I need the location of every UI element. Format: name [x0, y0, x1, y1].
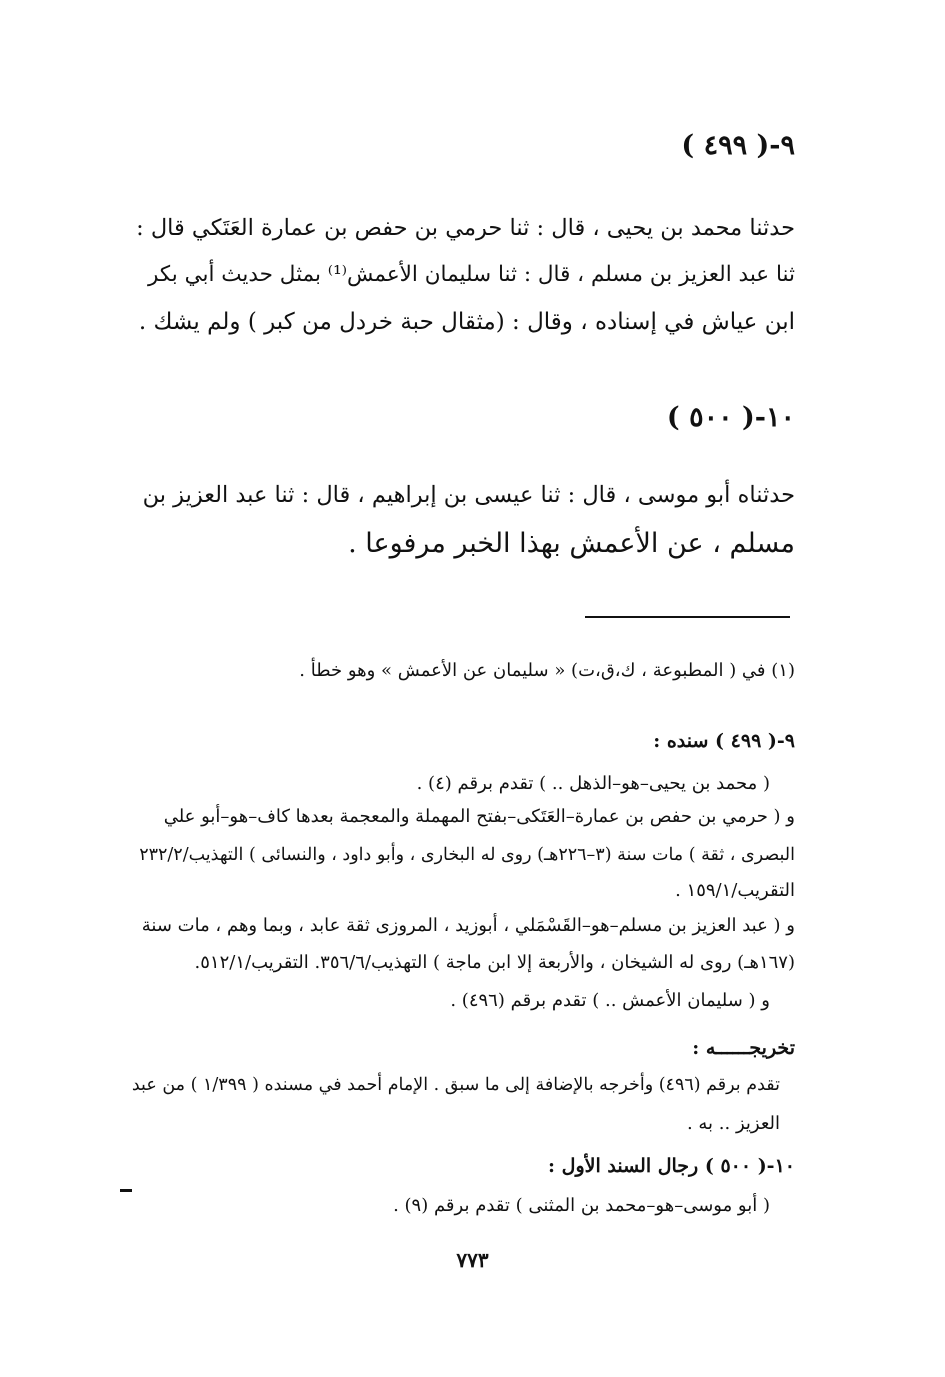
footnote-divider — [585, 616, 790, 618]
hadith-10-line-2: مسلم ، عن الأعمش بهذا الخبر مرفوعا . — [348, 528, 795, 559]
takhrij-heading: تخريجــــــه : — [692, 1037, 795, 1059]
margin-mark — [120, 1189, 132, 1192]
hadith-9-heading: ٩-( ٤٩٩ ) — [681, 130, 795, 161]
takhrij-line-1: تقدم برقم (٤٩٦) وأخرجه بالإضافة إلى ما سبق . الإمام أحمد في مسنده ( ١/٣٩٩ ) من عبد — [131, 1075, 780, 1095]
isnad-10-line-1: ( أبو موسى–هو–محمد بن المثنى ) تقدم برقم (٩) . — [393, 1195, 770, 1216]
hadith-10-line-1: حدثناه أبو موسى ، قال : ثنا عيسى بن إبراهيم ، قال : ثنا عبد العزيز بن — [142, 482, 795, 508]
isnad-9-line-1: ( محمد بن يحيى–هو–الذهل .. ) تقدم برقم (٤) . — [416, 773, 770, 794]
isnad-9-heading: ٩-( ٤٩٩ ) سنده : — [653, 730, 795, 752]
isnad-9-line-5: و ( عبد العزيز بن مسلم–هو–القَسْمَلي ، أبوزيد ، المروزى ثقة عابد ، وبما وهم ، مات سنة — [141, 915, 795, 936]
isnad-10-heading: ١٠-( ٥٠٠ ) رجال السند الأول : — [548, 1155, 795, 1177]
takhrij-line-2: العزيز .. به . — [686, 1113, 780, 1134]
hadith-9-line-2: ثنا عبد العزيز بن مسلم ، قال : ثنا سليمان الأعمش⁽¹⁾ بمثل حديث أبي بكر — [148, 262, 795, 287]
isnad-9-line-3: البصرى ، ثقة ) مات سنة (٣–٢٢٦هـ) روى له البخارى ، وأبو داود ، والنسائى ) التهذيب/٢٣٢/٢ — [139, 845, 795, 865]
isnad-9-line-7: و ( سليمان الأعمش .. ) تقدم برقم (٤٩٦) . — [450, 990, 770, 1011]
isnad-9-line-2: و ( حرمي بن حفص بن عمارة–العَتَكى–بفتح المهملة والمعجمة بعدها كاف–هو–أبو علي — [163, 806, 795, 827]
hadith-9-line-3: ابن عياش في إسناده ، وقال : (مثقال حبة خردل من كبر ) ولم يشك . — [138, 309, 795, 335]
isnad-9-line-4: التقريب/١٥٩/١ . — [675, 880, 795, 901]
hadith-9-line-1: حدثنا محمد بن يحيى ، قال : ثنا حرمي بن حفص بن عمارة العَتَكي قال : — [136, 215, 795, 241]
isnad-9-line-6: (١٦٧هـ) روى له الشيخان ، والأربعة إلا ابن ماجة ) التهذيب/٣٥٦/٦. التقريب/٥١٢/١. — [194, 952, 795, 973]
hadith-10-heading: ١٠-( ٥٠٠ ) — [666, 402, 795, 433]
footnote-1: (١) في ( المطبوعة ، ك،ق،ت) « سليمان عن الأعمش » وهو خطأ . — [299, 660, 795, 681]
page-number: ٧٧٣ — [456, 1248, 489, 1272]
